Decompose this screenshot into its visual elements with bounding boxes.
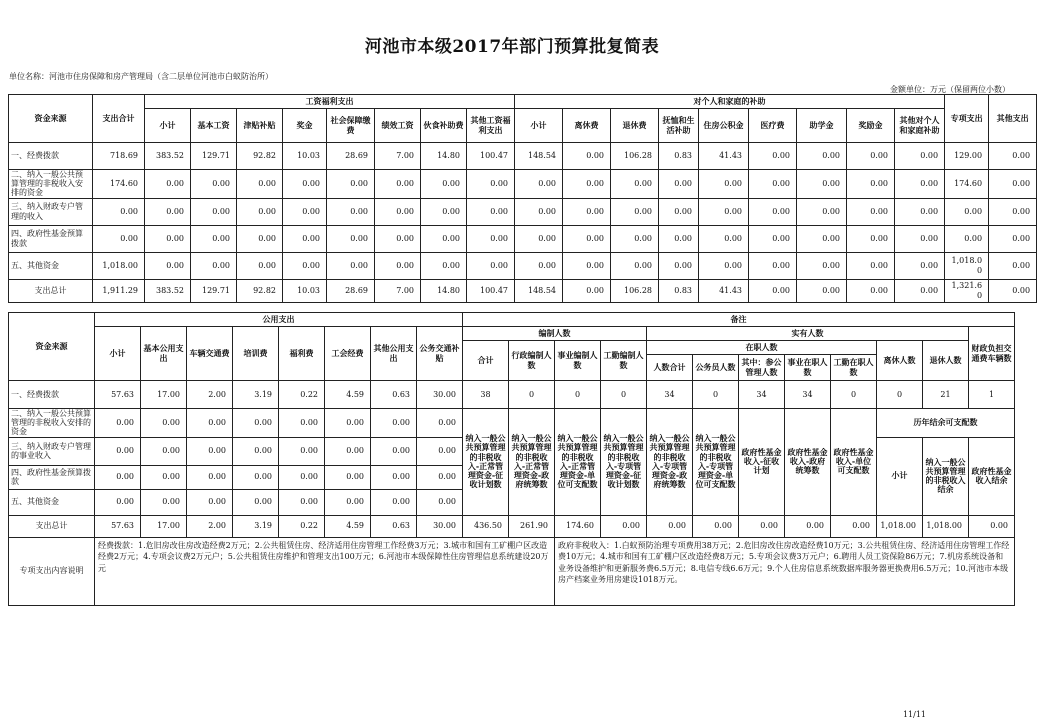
table-cell: 0.00 (191, 225, 237, 252)
public-col-header: 工会经费 (325, 327, 371, 381)
table-cell: 0.00 (283, 170, 327, 199)
table-cell: 0.00 (611, 225, 659, 252)
table-cell: 0.00 (797, 170, 847, 199)
table-cell: 0.00 (563, 279, 611, 302)
table-cell: 0.00 (989, 198, 1037, 225)
table-cell: 0.00 (375, 198, 421, 225)
table-cell: 3.19 (233, 381, 279, 409)
family-col-header: 离休费 (563, 109, 611, 143)
table-cell: 0.00 (279, 489, 325, 515)
row-label: 五、其他资金 (9, 252, 93, 279)
header-family-group: 对个人和家庭的补助 (515, 95, 945, 109)
fund-col-header: 政府性基金收入-征收计划 (739, 409, 785, 516)
table-cell: 0.00 (93, 198, 145, 225)
header-source: 资金来源 (9, 95, 93, 143)
table-cell: 0.00 (95, 465, 141, 489)
table-cell: 0.00 (371, 409, 417, 438)
table-cell: 0.00 (95, 437, 141, 465)
table-cell: 0.00 (191, 252, 237, 279)
table-cell: 0.63 (371, 515, 417, 537)
table-cell: 2.00 (187, 515, 233, 537)
table-cell: 0.00 (325, 437, 371, 465)
table-cell: 0.00 (515, 198, 563, 225)
table-cell: 383.52 (145, 279, 191, 302)
table-cell: 0.00 (699, 225, 749, 252)
table-cell: 30.00 (417, 381, 463, 409)
table-cell: 0.00 (895, 143, 945, 170)
table-cell: 0.00 (187, 409, 233, 438)
fund-col-header: 政府性基金收入-单位可支配数 (831, 409, 877, 516)
table-cell: 0.00 (797, 279, 847, 302)
quota-col-header: 事业编制人数 (555, 341, 601, 381)
wage-col-header: 其他工资福利支出 (467, 109, 515, 143)
table-cell: 0.22 (279, 515, 325, 537)
table-cell: 0.00 (327, 170, 375, 199)
table-cell: 0.00 (421, 252, 467, 279)
fund-col-header: 纳入一般公共预算管理的非税收入-正常管理资金-征收计划数 (463, 409, 509, 516)
table-cell: 0.00 (749, 252, 797, 279)
table-cell: 0.00 (749, 143, 797, 170)
header-special: 专项支出 (945, 95, 989, 143)
table-cell: 0.00 (659, 170, 699, 199)
header-other: 其他支出 (989, 95, 1037, 143)
table-cell: 0.00 (279, 409, 325, 438)
row-label: 五、其他资金 (9, 489, 95, 515)
table-cell: 10.03 (283, 143, 327, 170)
table-cell: 0.00 (659, 225, 699, 252)
family-col-header: 助学金 (797, 109, 847, 143)
budget-table-wages (8, 94, 1037, 303)
table-cell: 0.00 (191, 170, 237, 199)
table-cell: 0.00 (989, 225, 1037, 252)
header-carryover: 历年结余可支配数 (877, 409, 1015, 438)
table-cell: 0.00 (647, 515, 693, 537)
notes-label: 专项支出内容说明 (9, 537, 95, 605)
table-cell: 0.00 (325, 489, 371, 515)
carryover-col-header: 小计 (877, 437, 923, 515)
table-cell: 174.60 (555, 515, 601, 537)
table-cell: 0.00 (945, 225, 989, 252)
table-cell: 148.54 (515, 279, 563, 302)
table-cell: 0.00 (659, 198, 699, 225)
table-cell: 38 (463, 381, 509, 409)
table-cell: 0.00 (233, 465, 279, 489)
table-cell: 0.00 (515, 252, 563, 279)
table-cell: 0.00 (989, 170, 1037, 199)
header-public-group: 公用支出 (95, 313, 463, 327)
public-col-header: 基本公用支出 (141, 327, 187, 381)
table-cell: 0.00 (325, 409, 371, 438)
table-cell: 0.00 (945, 198, 989, 225)
table-cell: 30.00 (417, 515, 463, 537)
table-cell: 0.00 (371, 465, 417, 489)
table-cell: 0.00 (375, 170, 421, 199)
amount-unit: 金额单位：万元（保留两位小数） (890, 85, 1010, 94)
table-cell: 41.43 (699, 143, 749, 170)
employed-col-header: 公务员人数 (693, 355, 739, 381)
quota-col-header: 合计 (463, 341, 509, 381)
table-cell: 0.00 (467, 225, 515, 252)
table-cell: 0.00 (699, 198, 749, 225)
table-cell: 0.00 (325, 465, 371, 489)
table-cell: 0.00 (375, 225, 421, 252)
table-cell: 0.00 (515, 225, 563, 252)
row-label: 一、经费拨款 (9, 143, 93, 170)
table-cell: 1,321.60 (945, 279, 989, 302)
row-label: 一、经费拨款 (9, 381, 95, 409)
wage-col-header: 奖金 (283, 109, 327, 143)
employed-col-header: 其中：参公管理人数 (739, 355, 785, 381)
table-cell: 0.00 (95, 489, 141, 515)
carryover-col-header: 纳入一般公共预算管理的非税收入结余 (923, 437, 969, 515)
row-label: 二、纳入一般公共预算管理的非税收入安排的资金 (9, 170, 93, 199)
page-number: 11/11 (902, 710, 926, 719)
table-cell: 0.00 (847, 198, 895, 225)
family-col-header: 住房公积金 (699, 109, 749, 143)
table-cell: 34 (739, 381, 785, 409)
public-col-header: 其他公用支出 (371, 327, 417, 381)
wage-col-header: 伙食补助费 (421, 109, 467, 143)
table-cell: 1,018.00 (93, 252, 145, 279)
table-cell: 174.60 (93, 170, 145, 199)
table-cell: 0 (509, 381, 555, 409)
table-cell: 0.00 (847, 170, 895, 199)
header-vehicles: 财政负担交通费车辆数 (969, 327, 1015, 381)
table-cell: 1,018.00 (945, 252, 989, 279)
table-cell: 0.00 (785, 515, 831, 537)
table-cell: 0.00 (141, 409, 187, 438)
table-cell: 0.00 (563, 225, 611, 252)
table-cell: 0.00 (847, 279, 895, 302)
public-col-header: 福利费 (279, 327, 325, 381)
unit-name: 单位名称：河池市住房保障和房产管理局（含二层单位河池市白蚁防治所） (9, 72, 273, 81)
table-cell: 57.63 (95, 381, 141, 409)
table-cell: 0.00 (467, 252, 515, 279)
table-cell: 0.00 (611, 198, 659, 225)
table-row (9, 170, 1037, 199)
family-col-header: 医疗费 (749, 109, 797, 143)
table-cell: 0.00 (283, 198, 327, 225)
table-cell: 0.00 (563, 252, 611, 279)
table-cell: 0.00 (831, 515, 877, 537)
table-cell: 0.00 (895, 279, 945, 302)
table-cell: 14.80 (421, 279, 467, 302)
table-cell: 0.00 (417, 489, 463, 515)
table-cell: 0.00 (187, 465, 233, 489)
table-cell: 0.00 (797, 143, 847, 170)
table-cell: 0.00 (95, 409, 141, 438)
table-cell: 17.00 (141, 515, 187, 537)
table-cell: 0.00 (327, 225, 375, 252)
table-cell: 92.82 (237, 279, 283, 302)
header-employed: 在职人数 (647, 341, 877, 355)
table-cell: 0.83 (659, 279, 699, 302)
table-row (9, 252, 1037, 279)
wage-col-header: 绩效工资 (375, 109, 421, 143)
table-cell: 106.28 (611, 143, 659, 170)
row-label: 支出总计 (9, 279, 93, 302)
table-cell: 0.00 (847, 252, 895, 279)
table-cell: 0.00 (797, 198, 847, 225)
notes-row (9, 537, 1015, 605)
table-cell: 0.83 (659, 143, 699, 170)
table-cell: 0.00 (421, 170, 467, 199)
table-cell: 0.00 (187, 437, 233, 465)
fund-col-header: 纳入一般公共预算管理的非税收入-专项管理资金-政府统筹数 (647, 409, 693, 516)
table-cell: 0.00 (375, 252, 421, 279)
table-cell: 0.00 (749, 198, 797, 225)
budget-table-public (8, 312, 1015, 606)
employed-col-header: 人数合计 (647, 355, 693, 381)
table-cell: 0.00 (279, 437, 325, 465)
table-cell: 0.00 (371, 437, 417, 465)
table-cell: 0.00 (989, 252, 1037, 279)
family-col-header: 小计 (515, 109, 563, 143)
table-cell: 0.00 (563, 198, 611, 225)
table-cell: 0.00 (93, 225, 145, 252)
table-cell: 106.28 (611, 279, 659, 302)
table-cell: 0.00 (563, 143, 611, 170)
public-col-header: 车辆交通费 (187, 327, 233, 381)
table-cell: 0.00 (989, 143, 1037, 170)
table-cell: 10.03 (283, 279, 327, 302)
table-cell: 0.00 (699, 252, 749, 279)
table-cell: 0.00 (145, 225, 191, 252)
table-cell: 0.00 (421, 225, 467, 252)
table-cell: 7.00 (375, 279, 421, 302)
table-cell: 383.52 (145, 143, 191, 170)
table-cell: 0.00 (233, 489, 279, 515)
quota-col-header: 行政编制人数 (509, 341, 555, 381)
table-cell: 0 (555, 381, 601, 409)
table-cell: 0.00 (895, 198, 945, 225)
header-actual-staff: 实有人数 (647, 327, 969, 341)
page-title: 河池市本级2017年部门预算批复简表 (364, 37, 660, 57)
table-cell: 0.00 (141, 465, 187, 489)
table-cell: 0.00 (237, 170, 283, 199)
table-cell: 0.00 (699, 170, 749, 199)
fund-col-header: 纳入一般公共预算管理的非税收入-正常管理资金-单位可支配数 (555, 409, 601, 516)
fund-col-header: 政府性基金收入-政府统筹数 (785, 409, 831, 516)
table-cell: 0.00 (145, 252, 191, 279)
table-cell: 100.47 (467, 279, 515, 302)
public-col-header: 小计 (95, 327, 141, 381)
notes-left: 经费拨款：1.危旧房改住房改造经费2万元；2.公共租赁住房、经济适用住房管理工作经费3万元；3.城市和国有工矿棚户区改造经费2万元；4.专项会议费2万元户；5.公共租赁住房维护和管理支出100万元；6.河池市本级保障性住房管理信息系统建设20万元 (95, 537, 555, 605)
table-cell: 0.00 (467, 198, 515, 225)
table-cell: 4.59 (325, 381, 371, 409)
table-cell: 261.90 (509, 515, 555, 537)
table-cell: 0.00 (749, 225, 797, 252)
row-label: 支出总计 (9, 515, 95, 537)
wage-col-header: 社会保障缴费 (327, 109, 375, 143)
table-cell: 0.00 (279, 465, 325, 489)
table-cell: 0.00 (191, 198, 237, 225)
table-cell: 129.00 (945, 143, 989, 170)
table-cell: 0.00 (327, 198, 375, 225)
family-col-header: 退休费 (611, 109, 659, 143)
notes-right: 政府非税收入：1.白蚁预防治理专项费用38万元；2.危旧房改住房改造经费10万元；3.公共租赁住房、经济适用住房管理工作经费10万元；4.城市和国有工矿棚户区改造经费8万元；5.专项会议费3万元户；6.聘用人员工资保险86万元；7.机房系统设备和业务设备维护和更新服务费6.5万元；8.电信专线6.6万元；9.个人住房信息系统数据库服务器更换费用6.5万元；10.河池市本级房产档案业务用房建设1018万元。 (555, 537, 1015, 605)
table-cell: 0 (601, 381, 647, 409)
table-cell: 129.71 (191, 143, 237, 170)
table-cell: 3.19 (233, 515, 279, 537)
table-cell: 0.00 (145, 198, 191, 225)
table-cell: 1,018.00 (923, 515, 969, 537)
table-cell: 1 (969, 381, 1015, 409)
header-remarks: 备注 (463, 313, 1015, 327)
table-cell: 100.47 (467, 143, 515, 170)
fund-col-header: 纳入一般公共预算管理的非税收入-专项管理资金-征收计划数 (601, 409, 647, 516)
table-row (9, 381, 1015, 409)
table-cell: 34 (647, 381, 693, 409)
table-row (9, 225, 1037, 252)
table-cell: 0.00 (467, 170, 515, 199)
table-cell: 17.00 (141, 381, 187, 409)
table-row (9, 143, 1037, 170)
row-label: 二、纳入一般公共预算管理的非税收入安排的资金 (9, 409, 95, 438)
table-cell: 0.00 (417, 465, 463, 489)
table-cell: 148.54 (515, 143, 563, 170)
table-cell: 1,018.00 (877, 515, 923, 537)
family-col-header: 抚恤和生活补助 (659, 109, 699, 143)
table-cell: 0.00 (237, 225, 283, 252)
wage-col-header: 基本工资 (191, 109, 237, 143)
table-cell: 0.00 (601, 515, 647, 537)
table-row (9, 279, 1037, 302)
table-cell: 92.82 (237, 143, 283, 170)
table-cell: 0.00 (237, 198, 283, 225)
table-cell: 0.00 (417, 437, 463, 465)
table-row (9, 515, 1015, 537)
family-col-header: 其他对个人和家庭补助 (895, 109, 945, 143)
table-cell: 0.00 (969, 515, 1015, 537)
table-cell: 0.00 (895, 252, 945, 279)
table-cell: 41.43 (699, 279, 749, 302)
table-cell: 21 (923, 381, 969, 409)
table-cell: 0.00 (233, 437, 279, 465)
table-cell: 0.00 (417, 409, 463, 438)
header-staff-quota: 编制人数 (463, 327, 647, 341)
header-retired-tui: 退休人数 (923, 341, 969, 381)
row-label: 四、政府性基金预算拨款 (9, 225, 93, 252)
fund-col-header: 纳入一般公共预算管理的非税收入-正常管理资金-政府统筹数 (509, 409, 555, 516)
public-col-header: 公务交通补贴 (417, 327, 463, 381)
table-cell: 0.00 (895, 225, 945, 252)
table-cell: 0.00 (237, 252, 283, 279)
table-cell: 0.00 (145, 170, 191, 199)
table-cell: 0 (693, 381, 739, 409)
table-cell: 28.69 (327, 279, 375, 302)
table-cell: 28.69 (327, 143, 375, 170)
table-cell: 0.00 (611, 252, 659, 279)
row-label: 四、政府性基金预算拨款 (9, 465, 95, 489)
table-cell: 1,911.29 (93, 279, 145, 302)
table-cell: 0.00 (327, 252, 375, 279)
table-cell: 4.59 (325, 515, 371, 537)
header-retired-li: 离休人数 (877, 341, 923, 381)
employed-col-header: 工勤在职人数 (831, 355, 877, 381)
table-cell: 14.80 (421, 143, 467, 170)
table-cell: 0.00 (749, 170, 797, 199)
table-cell: 0.00 (515, 170, 563, 199)
table-cell: 0.00 (989, 279, 1037, 302)
table-cell: 0.00 (797, 225, 847, 252)
fund-col-header: 纳入一般公共预算管理的非税收入-专项管理资金-单位可支配数 (693, 409, 739, 516)
header-wage-group: 工资福利支出 (145, 95, 515, 109)
table-cell: 0.00 (749, 279, 797, 302)
table-cell: 57.63 (95, 515, 141, 537)
quota-col-header: 工勤编制人数 (601, 341, 647, 381)
family-col-header: 奖励金 (847, 109, 895, 143)
table-cell: 718.69 (93, 143, 145, 170)
table-cell: 0.00 (283, 252, 327, 279)
table-cell: 0.22 (279, 381, 325, 409)
table-cell: 0.00 (895, 170, 945, 199)
table-cell: 0.00 (739, 515, 785, 537)
row-label: 三、纳入财政专户管理的收入 (9, 198, 93, 225)
table-cell: 2.00 (187, 381, 233, 409)
carryover-col-header: 政府性基金收入结余 (969, 437, 1015, 515)
table-cell: 0.00 (141, 489, 187, 515)
wage-col-header: 小计 (145, 109, 191, 143)
table-cell: 174.60 (945, 170, 989, 199)
table-cell: 436.50 (463, 515, 509, 537)
table-cell: 0.00 (371, 489, 417, 515)
table-cell: 0.00 (847, 143, 895, 170)
table-cell: 129.71 (191, 279, 237, 302)
table-cell: 0.00 (187, 489, 233, 515)
table-cell: 0.00 (659, 252, 699, 279)
wage-col-header: 津贴补贴 (237, 109, 283, 143)
table-cell: 0.00 (141, 437, 187, 465)
row-label: 三、纳入财政专户管理的事业收入 (9, 437, 95, 465)
header-source: 资金来源 (9, 313, 95, 381)
table-cell: 0 (877, 381, 923, 409)
table-cell: 0.00 (233, 409, 279, 438)
table-cell: 34 (785, 381, 831, 409)
table-cell: 0.00 (421, 198, 467, 225)
table-cell: 0.00 (847, 225, 895, 252)
table-cell: 0.00 (797, 252, 847, 279)
public-col-header: 培训费 (233, 327, 279, 381)
table-cell: 0 (831, 381, 877, 409)
table-cell: 0.63 (371, 381, 417, 409)
table-cell: 7.00 (375, 143, 421, 170)
employed-col-header: 事业在职人数 (785, 355, 831, 381)
table-cell: 0.00 (611, 170, 659, 199)
table-row (9, 198, 1037, 225)
table-cell: 0.00 (563, 170, 611, 199)
header-total: 支出合计 (93, 95, 145, 143)
table-cell: 0.00 (283, 225, 327, 252)
table-cell: 0.00 (693, 515, 739, 537)
table-row (9, 409, 1015, 438)
